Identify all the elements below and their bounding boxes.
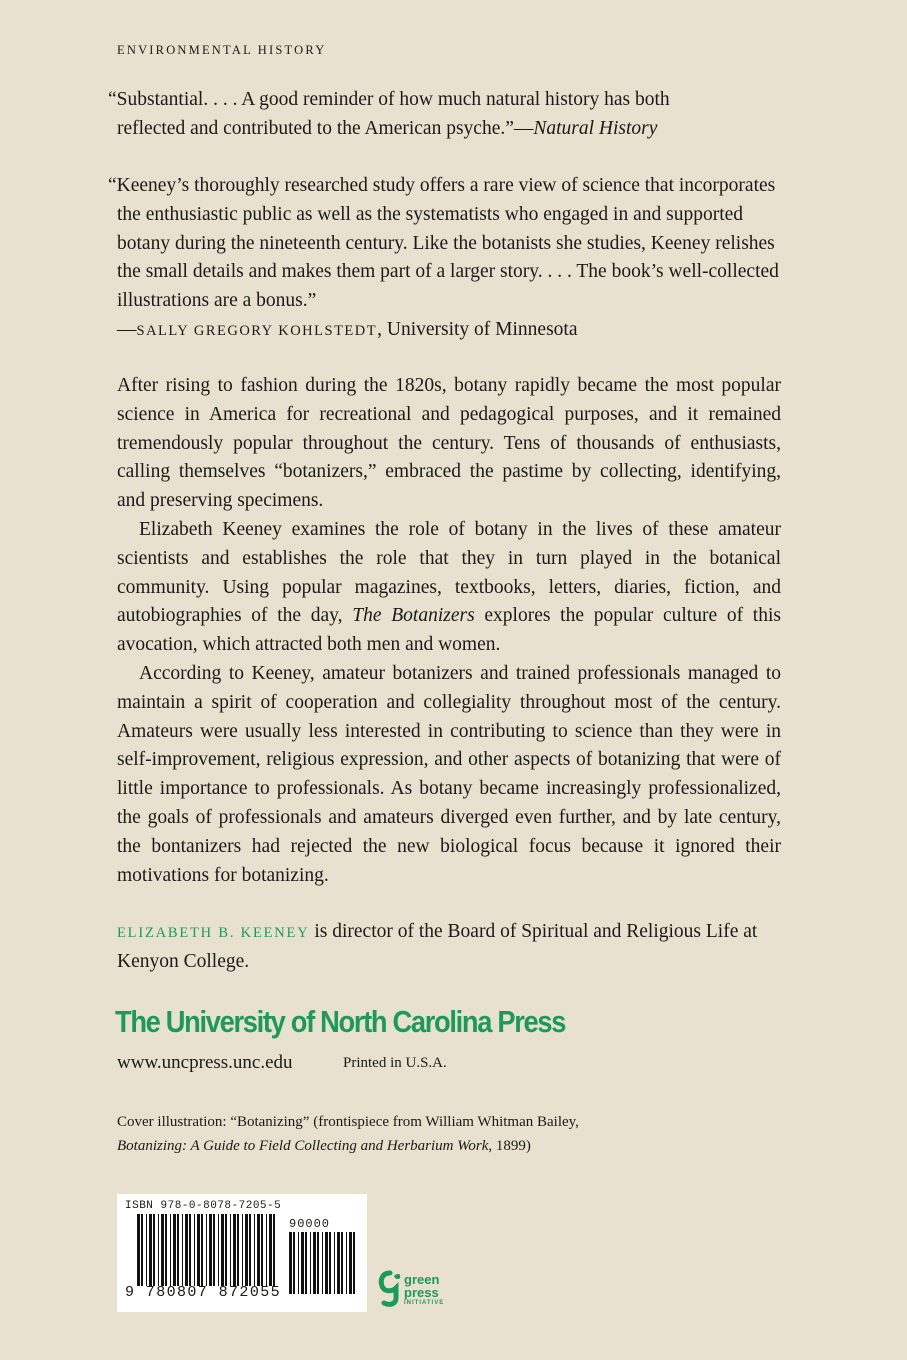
cover-credit [117,1110,657,1158]
quote-attribution [117,316,781,346]
quote-text: “Keeney’s thoroughly researched study offers a rare view of science that incorporates the enthusiastic public as well as the systematists who engaged in and supported botany during the nineteenth century. Like the botanists she studies, Keeney relishes the small details and makes them part of a larger story. . . . The book’s well-collected illustrations are a bonus.” [108,175,779,312]
book-title: The Botanizers [352,605,475,627]
quote-text: “Substantial. . . . A good reminder of how much natural history has both [108,89,670,110]
attribution-name: SALLY GREGORY KOHLSTEDT [136,322,378,339]
author-name: ELIZABETH B. KEENEY [117,925,310,941]
cover-credit-title: Botanizing: A Guide to Field Collecting and Herbarium Work [117,1138,489,1154]
series-label: ENVIRONMENTAL HISTORY [117,43,327,57]
isbn-text: ISBN 978-0-8078-7205-5 [125,1200,282,1212]
barcode [117,1194,367,1312]
attribution-dash: — [117,318,137,340]
cover-credit-line: Cover illustration: “Botanizing” (frontispiece from William Whitman Bailey, [117,1114,579,1130]
logo-word-press: press [404,1285,439,1300]
author-description: is director of the Board of Spiritual and Religious Life at Kenyon College. [117,921,758,972]
description-paragraph-3: According to Keeney, amateur botanizers and trained professionals managed to maintain a spirit of cooperation and collegiality throughout most of the century. Amateurs were usually less interested in contributing to science than they were in self-improvement, religious expression, and other aspects of botanizing that were of little importance to professionals. As botany became increasingly professionalized, the goals of professionals and amateurs diverged even further, and by late century, the bontanizers had rejected the new biological focus because it ignored their motivations for botanizing. [117,662,781,886]
attribution-affiliation: , University of Minnesota [377,318,578,340]
green-press-leaf-icon [378,1270,402,1310]
quote-text-cont: reflected and contributed to the American psyche.”— [117,117,534,139]
description-paragraph-1: After rising to fashion during the 1820s, botany rapidly became the most popular science in America for recreational and pedagogical purposes, and it remained tremendously popular throughout the century. Tens of thousands of enthusiasts, calling themselves “botanizers,” embraced the pastime by collecting, identifying, and preserving specimens. [117,375,781,512]
author-bio [117,918,781,977]
review-quote-natural-history [108,86,781,144]
publisher-website[interactable]: www.uncpress.unc.edu [117,1052,293,1073]
green-press-initiative-logo [378,1270,478,1320]
review-quote-kohlstedt [108,172,781,346]
publisher-name: The University of North Carolina Press [115,1004,566,1039]
price-addon-text: 90000 [289,1217,331,1231]
logo-word-green: green [404,1272,440,1287]
logo-word-initiative: INITIATIVE [404,1300,445,1306]
printed-in: Printed in U.S.A. [343,1055,447,1071]
quote-source: Natural History [533,117,658,139]
ean-number: 9 780807 872055 [125,1284,282,1301]
book-description [117,372,781,890]
description-paragraph-2: Elizabeth Keeney examines the role of botany in the lives of these amateur scientists and establishes the role that they in turn played in the botanical community. Using popular magazines, textbooks, letters, diaries, fiction, and autobiographies of the day, The Botanizers explores the popular culture of this avocation, which attracted both men and women. [117,518,781,656]
cover-credit-year: , 1899) [488,1138,531,1154]
